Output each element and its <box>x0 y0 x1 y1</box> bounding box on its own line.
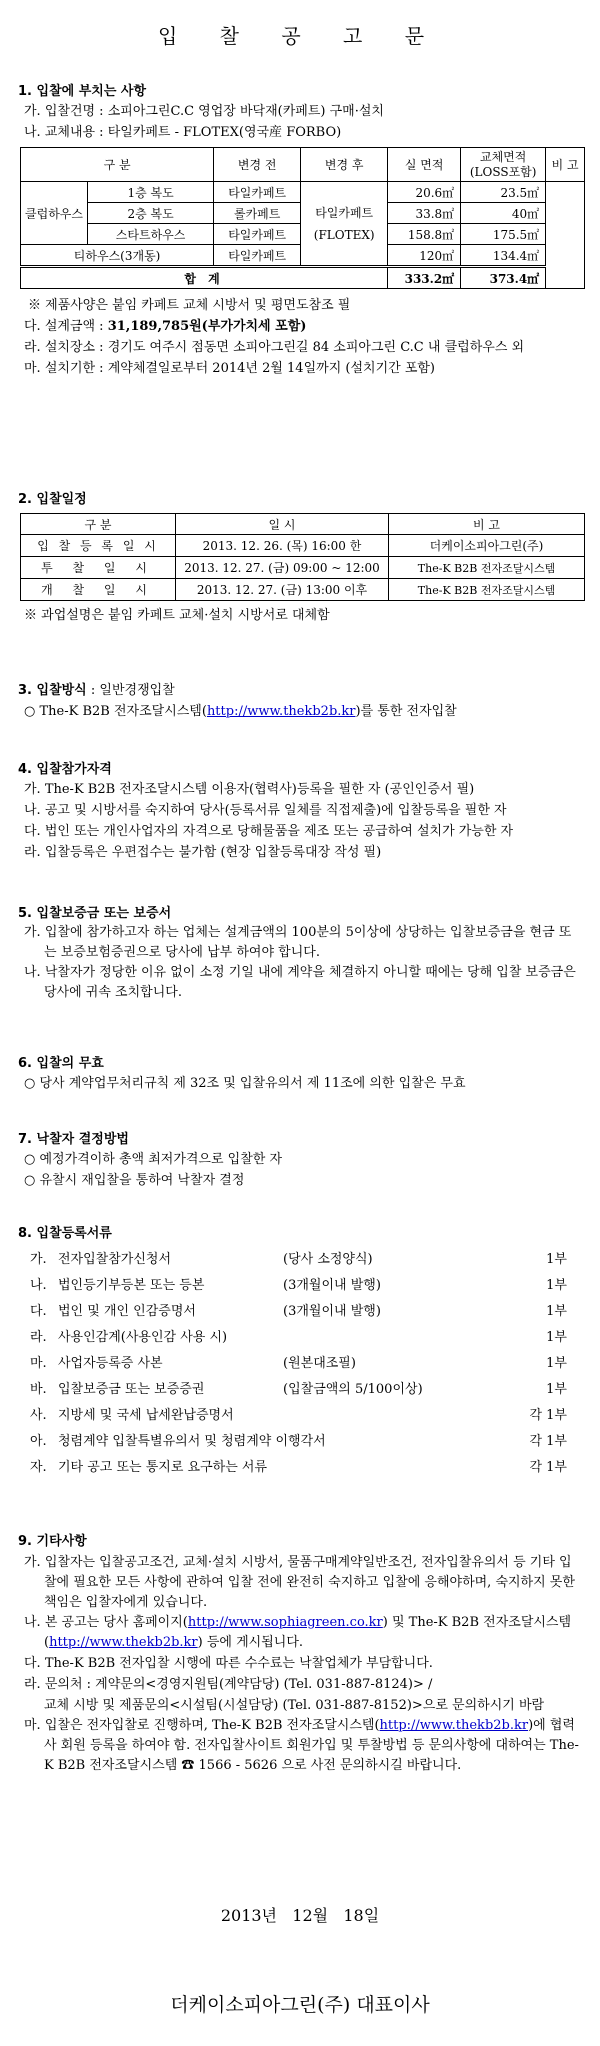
doc-qty: 1부 <box>546 1330 567 1345</box>
doc-key: 바. <box>30 1382 47 1397</box>
s9-item-ma <box>18 1716 583 1776</box>
replacement-table <box>20 147 585 289</box>
s5-item-na: 나. 낙찰자가 정당한 이유 없이 소정 기일 내에 계약을 체결하지 아니할 때에는 당해 입찰 보증금은 당사에 귀속 조치합니다. <box>24 965 576 1000</box>
schedule-remark: The-K B2B 전자조달시스템 <box>389 579 585 601</box>
s1-note: ※ 제품사양은 붙임 카페트 교체 시방서 및 평면도참조 필 <box>28 298 351 313</box>
schedule-label: 투 찰 일 시 <box>21 557 176 579</box>
thekb2b-link[interactable]: http://www.thekb2b.kr <box>206 704 356 719</box>
doc-qty: 1부 <box>546 1382 567 1397</box>
total-area: 333.2㎡ <box>388 267 461 289</box>
document-row <box>18 1403 583 1429</box>
schedule-remark: The-K B2B 전자조달시스템 <box>389 557 585 579</box>
document-row <box>18 1377 583 1403</box>
s1-item-ra: 라. 설치장소 : 경기도 여주시 점동면 소피아그린길 84 소피아그린 C.C 내 클럽하우스 외 <box>24 340 525 355</box>
s1-da-label: 다. 설계금액 : <box>24 319 108 334</box>
th-before: 변경 전 <box>214 148 301 182</box>
doc-note: (당사 소정양식) <box>283 1252 373 1267</box>
row-before: 롤카페트 <box>214 203 301 224</box>
doc-key: 라. <box>30 1330 47 1345</box>
tee-loss: 134.4㎡ <box>461 245 546 267</box>
doc-name: 전자입찰참가신청서 <box>58 1252 172 1267</box>
s1-item-ma: 마. 설치기한 : 계약체결일로부터 2014년 2월 14일까지 (설치기간 포함) <box>24 361 436 376</box>
document-row <box>18 1273 583 1299</box>
section-5 <box>18 902 583 1003</box>
document-row <box>18 1429 583 1455</box>
total-loss: 373.4㎡ <box>461 267 546 289</box>
doc-name: 입찰보증금 또는 보증증권 <box>58 1382 205 1397</box>
th-area: 실 면적 <box>388 148 461 182</box>
th-loss: 교체면적 (LOSS포함) <box>461 148 546 182</box>
row-sub: 2층 복도 <box>88 203 214 224</box>
s9-item-da: 다. The-K B2B 전자입찰 시행에 따른 수수료는 낙찰업체가 부담합니다. <box>24 1656 433 1671</box>
section-3-heading <box>18 680 583 701</box>
doc-name: 법인등기부등본 또는 등본 <box>58 1278 205 1293</box>
doc-key: 마. <box>30 1356 47 1371</box>
th-after: 변경 후 <box>301 148 388 182</box>
clubhouse-cell: 클럽하우스 <box>21 182 88 245</box>
section-2 <box>18 488 583 626</box>
doc-name: 지방세 및 국세 납세완납증명서 <box>58 1408 234 1423</box>
s9-text: 나. 본 공고는 당사 홈페이지( <box>24 1615 188 1630</box>
thekb2b-link[interactable]: http://www.thekb2b.kr <box>379 1718 529 1733</box>
doc-name: 법인 및 개인 인감증명서 <box>58 1304 196 1319</box>
signature: 더케이소피아그린(주) 대표이사 <box>170 1994 430 2016</box>
document-row <box>18 1299 583 1325</box>
s9-text: 마. 입찰은 전자입찰로 진행하며, The-K B2B 전자조달시스템( <box>24 1718 380 1733</box>
section-4 <box>18 758 583 863</box>
s9-text: )에 협력사 회원 등록을 하여야 함. 전자입찰사이트 회원가입 및 투찰방법 등 문의사항에 대하여는 The-K B2B 전자조달시스템 ☎ 1566 - 5626 으로 사전 문의하시길 바랍니다. <box>44 1718 579 1773</box>
row-sub: 1층 복도 <box>88 182 214 203</box>
schedule-label: 입 찰 등 록 일 시 <box>21 535 176 557</box>
s6-item: ○ 당사 계약업무처리규칙 제 32조 및 입찰유의서 제 11조에 의한 입찰은 무효 <box>24 1076 466 1091</box>
doc-qty: 1부 <box>546 1304 567 1319</box>
doc-name: 청렴계약 입찰특별유의서 및 청렴계약 이행각서 <box>58 1434 326 1449</box>
schedule-datetime: 2013. 12. 27. (금) 09:00 ~ 12:00 <box>176 557 389 579</box>
s4-item: 라. 입찰등록은 우편접수는 불가함 (현장 입찰등록대장 작성 필) <box>24 845 382 860</box>
th-remark: 비 고 <box>546 148 585 182</box>
section-6 <box>18 1052 583 1094</box>
doc-key: 아. <box>30 1434 47 1449</box>
after-cell: 타일카페트 (FLOTEX) <box>301 182 388 267</box>
s2-note: ※ 과업설명은 붙임 카페트 교체·설치 시방서로 대체함 <box>24 608 330 623</box>
row-area: 20.6㎡ <box>388 182 461 203</box>
s3-text: )를 통한 전자입찰 <box>355 704 457 719</box>
s9-text: ) 및 The-K B2B 전자조달시스템( <box>44 1615 572 1650</box>
sophiagreen-link[interactable]: http://www.sophiagreen.co.kr <box>187 1615 383 1630</box>
tee-area: 120㎡ <box>388 245 461 267</box>
section-9-heading: 9. 기타사항 <box>18 1534 87 1549</box>
th-schedule-category: 구 분 <box>21 514 176 535</box>
s9-item-ra-cont: 교체 시방 및 제품문의<시설팀(시설담당) (Tel. 031-887-8152)>으로 문의하시기 바람 <box>44 1698 545 1713</box>
section-2-heading: 2. 입찰일정 <box>18 492 87 507</box>
s1-item-na: 나. 교체내용 : 타일카페트 - FLOTEX(영국産 FORBO) <box>24 125 342 140</box>
schedule-label: 개 찰 일 시 <box>21 579 176 601</box>
section-1 <box>18 80 583 379</box>
s9-item-ga: 가. 입찰자는 입찰공고조건, 교체·설치 시방서, 물품구매계약일반조건, 전자입찰유의서 등 기타 입찰에 필요한 모든 사항에 관하여 입찰 전에 완전히 숙지하고 입찰에 응해야하며, 숙지하지 못한 책임은 입찰자에게 있습니다. <box>24 1555 575 1610</box>
section-3 <box>18 680 583 722</box>
section-5-heading: 5. 입찰보증금 또는 보증서 <box>18 906 172 921</box>
row-before: 타일카페트 <box>214 182 301 203</box>
s9-text: ) 등에 게시됩니다. <box>197 1635 304 1650</box>
s3-heading-value: : 일반경쟁입찰 <box>86 683 175 698</box>
s3-heading-label: 3. 입찰방식 <box>18 683 87 698</box>
doc-qty: 각 1부 <box>529 1460 567 1475</box>
s5-item-ga: 가. 입찰에 참가하고자 하는 업체는 설계금액의 100분의 5이상에 상당하는 입찰보증금을 현금 또는 보증보험증권으로 당사에 납부 하여야 합니다. <box>24 925 572 960</box>
section-1-heading: 1. 입찰에 부치는 사항 <box>18 84 147 99</box>
doc-key: 가. <box>30 1252 47 1267</box>
s7-item: ○ 유찰시 재입찰을 통하여 낙찰자 결정 <box>24 1173 245 1188</box>
s4-item: 나. 공고 및 시방서를 숙지하여 당사(등록서류 일체를 직접제출)에 입찰등록을 필한 자 <box>24 803 507 818</box>
doc-note: (입찰금액의 5/100이상) <box>283 1382 423 1397</box>
th-schedule-datetime: 일 시 <box>176 514 389 535</box>
remark-cell <box>546 182 585 289</box>
s3-text: ○ The-K B2B 전자조달시스템( <box>24 704 207 719</box>
section-8-heading: 8. 입찰등록서류 <box>18 1226 112 1241</box>
doc-name: 사업자등록증 사본 <box>58 1356 163 1371</box>
doc-qty: 각 1부 <box>529 1434 567 1449</box>
doc-qty: 1부 <box>546 1252 567 1267</box>
doc-key: 다. <box>30 1304 47 1319</box>
schedule-datetime: 2013. 12. 27. (금) 13:00 이후 <box>176 579 389 601</box>
section-7-heading: 7. 낙찰자 결정방법 <box>18 1132 129 1147</box>
s9-item-ra: 라. 문의처 : 계약문의<경영지원팀(계약담당) (Tel. 031-887-8124)> / <box>24 1677 433 1692</box>
section-6-heading: 6. 입찰의 무효 <box>18 1056 104 1071</box>
doc-qty: 1부 <box>546 1356 567 1371</box>
row-loss: 175.5㎡ <box>461 224 546 245</box>
s1-item-ga: 가. 입찰건명 : 소피아그린C.C 영업장 바닥재(카페트) 구매·설치 <box>24 104 384 119</box>
doc-qty: 각 1부 <box>529 1408 567 1423</box>
doc-name: 사용인감계(사용인감 사용 시) <box>58 1330 228 1345</box>
section-9 <box>18 1530 583 1776</box>
document-row <box>18 1351 583 1377</box>
s9-item-na <box>18 1613 583 1653</box>
section-7 <box>18 1128 583 1191</box>
tee-house-cell: 티하우스(3개동) <box>21 245 214 267</box>
row-area: 33.8㎡ <box>388 203 461 224</box>
doc-note: (원본대조필) <box>283 1356 356 1371</box>
doc-name: 기타 공고 또는 통지로 요구하는 서류 <box>58 1460 268 1475</box>
doc-note: (3개월이내 발행) <box>283 1304 381 1319</box>
doc-key: 사. <box>30 1408 47 1423</box>
doc-note: (3개월이내 발행) <box>283 1278 381 1293</box>
row-loss: 40㎡ <box>461 203 546 224</box>
tee-before: 타일카페트 <box>214 245 301 267</box>
row-before: 타일카페트 <box>214 224 301 245</box>
document-row <box>18 1247 583 1273</box>
s4-item: 다. 법인 또는 개인사업자의 자격으로 당해물품을 제조 또는 공급하여 설치가 가능한 자 <box>24 824 514 839</box>
document-row <box>18 1455 583 1481</box>
s7-item: ○ 예정가격이하 총액 최저가격으로 입찰한 자 <box>24 1152 283 1167</box>
th-category: 구 분 <box>21 148 214 182</box>
row-loss: 23.5㎡ <box>461 182 546 203</box>
thekb2b-link[interactable]: http://www.thekb2b.kr <box>49 1635 198 1650</box>
section-8 <box>18 1222 583 1481</box>
doc-key: 나. <box>30 1278 47 1293</box>
schedule-datetime: 2013. 12. 26. (목) 16:00 한 <box>176 535 389 557</box>
doc-qty: 1부 <box>546 1278 567 1293</box>
schedule-remark: 더케이소피아그린(주) <box>389 535 585 557</box>
section-4-heading: 4. 입찰참가자격 <box>18 762 112 777</box>
schedule-table <box>20 513 585 601</box>
s1-item-da <box>18 316 583 337</box>
total-label: 합 계 <box>21 267 388 289</box>
page-title: 입 찰 공 고 문 <box>157 24 443 48</box>
document-row <box>18 1325 583 1351</box>
doc-key: 자. <box>30 1460 47 1475</box>
row-sub: 스타트하우스 <box>88 224 214 245</box>
th-schedule-remark: 비 고 <box>389 514 585 535</box>
s4-item: 가. The-K B2B 전자조달시스템 이용자(협력사)등록을 필한 자 (공인인증서 필) <box>24 782 475 797</box>
notice-date: 2013년 12월 18일 <box>220 1906 380 1925</box>
row-area: 158.8㎡ <box>388 224 461 245</box>
s3-line <box>18 701 583 722</box>
design-amount: 31,189,785원(부가가치세 포함) <box>107 319 307 334</box>
